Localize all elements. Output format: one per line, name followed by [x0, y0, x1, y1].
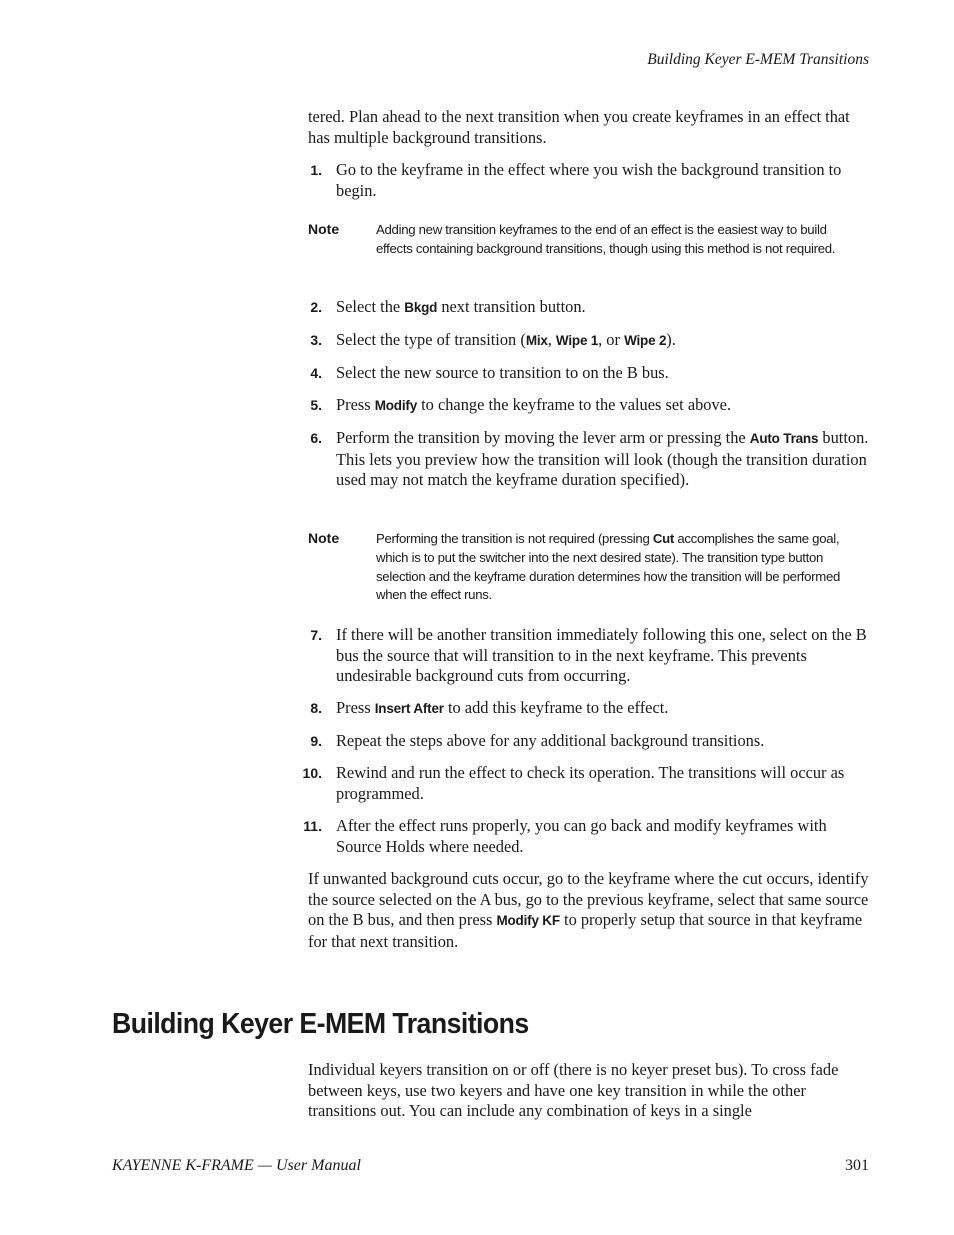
button-name: Insert After — [374, 701, 444, 716]
step-10 — [302, 763, 870, 804]
step-text: If there will be another transition immediately following this one, select on the B bus the source that will transition to in the next keyframe. This prevents undesirable background cuts from occurring. — [336, 625, 867, 685]
button-name: Wipe 1 — [555, 333, 599, 348]
section-body: Individual keyers transition on or off (there is no keyer preset bus). To cross fade between keys, use two keyers and have one key transition in while the other transitions out. You can include any combination of keys in a single — [308, 1060, 839, 1120]
step-number: 1. — [310, 162, 322, 178]
step-5 — [308, 395, 870, 417]
step-7 — [308, 625, 870, 687]
step-text: Select the new source to transition to on the B bus. — [336, 363, 669, 382]
step-number: 7. — [310, 627, 322, 643]
step-number: 3. — [310, 332, 322, 348]
step-text: Rewind and run the effect to check its operation. The transitions will occur as programmed. — [336, 763, 845, 803]
intro-paragraph: tered. Plan ahead to the next transition when you create keyframes in an effect that has multiple background transitions. — [308, 107, 850, 147]
button-name: Wipe 2 — [624, 333, 667, 348]
step-4 — [308, 363, 870, 384]
step-8 — [308, 698, 870, 720]
note-label: Note — [308, 530, 340, 546]
footer-title: KAYENNE K-FRAME — User Manual — [112, 1157, 361, 1174]
button-name: Modify KF — [496, 913, 560, 928]
page-number: 301 — [845, 1157, 869, 1174]
step-9 — [308, 731, 870, 752]
step-6 — [308, 428, 870, 491]
section-heading: Building Keyer E-MEM Transitions — [112, 1008, 529, 1040]
running-header: Building Keyer E-MEM Transitions — [647, 51, 869, 68]
button-name: Mix — [525, 333, 548, 348]
step-text: After the effect runs properly, you can go back and modify keyframes with Source Holds where needed. — [336, 816, 827, 856]
button-name: Cut — [652, 531, 674, 546]
note-text: Adding new transition keyframes to the end of an effect is the easiest way to build effects containing background transitions, though using this method is not required. — [376, 222, 836, 256]
step-number: 9. — [310, 733, 322, 749]
step-number: 10. — [302, 765, 322, 781]
step-number: 2. — [310, 299, 322, 315]
step-number: 4. — [310, 365, 322, 381]
button-name: Modify — [374, 398, 418, 413]
step-text: Select the type of transition (Mix, Wipe 1, or Wipe 2). — [336, 330, 676, 349]
step-text: Perform the transition by moving the lever arm or pressing the Auto Trans button. This lets you preview how the transition will look (though the transition duration used may not match the keyframe duration specified). — [336, 428, 869, 489]
step-2 — [308, 297, 870, 319]
step-number: 11. — [303, 818, 322, 834]
step-1 — [308, 160, 870, 201]
closing-paragraph: If unwanted background cuts occur, go to the keyframe where the cut occurs, identify the source selected on the A bus, go to the previous keyframe, select that same source on the B bus, and then press Modify KF to properly setup that source in that keyframe for that next transition. — [308, 869, 869, 951]
step-3 — [308, 330, 870, 352]
button-name: Auto Trans — [749, 431, 819, 446]
step-text: Press Modify to change the keyframe to the values set above. — [336, 395, 732, 414]
button-name: Bkgd — [404, 300, 438, 315]
step-text: Repeat the steps above for any additional background transitions. — [336, 731, 765, 750]
step-11 — [303, 816, 870, 857]
step-text: Go to the keyframe in the effect where you wish the background transition to begin. — [336, 160, 842, 200]
step-number: 8. — [310, 700, 322, 716]
note-2 — [308, 530, 870, 605]
step-text: Press Insert After to add this keyframe to the effect. — [336, 698, 669, 717]
note-1 — [308, 221, 870, 259]
step-number: 6. — [310, 430, 322, 446]
step-text: Select the Bkgd next transition button. — [336, 297, 586, 316]
step-number: 5. — [310, 397, 322, 413]
note-label: Note — [308, 221, 340, 237]
note-text: Performing the transition is not required (pressing Cut accomplishes the same goal, which is to put the switcher into the next desired state). The transition type button selection and the keyframe duration determines how the transition will be performed when the effect runs. — [376, 531, 841, 603]
